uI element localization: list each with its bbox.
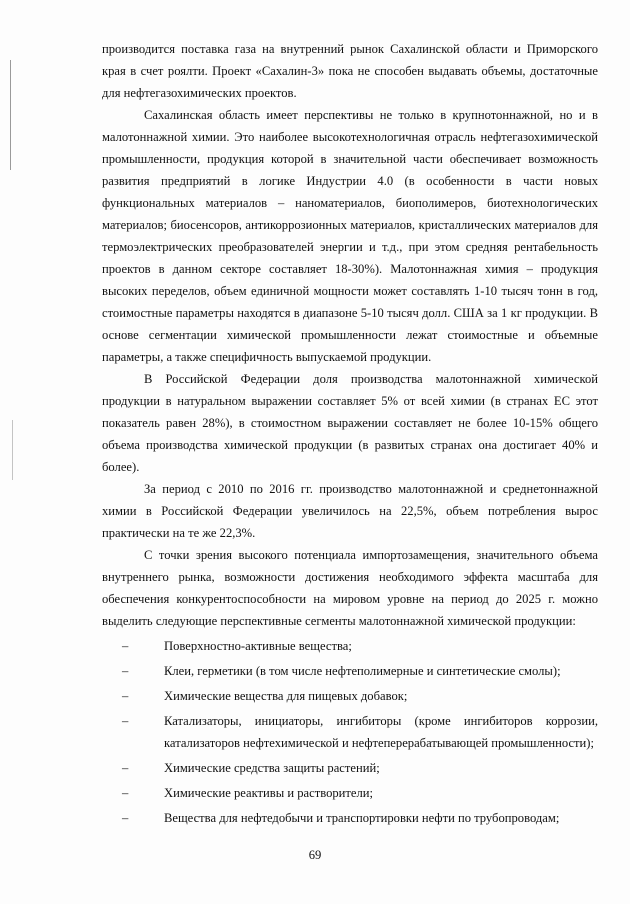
list-item — [122, 807, 598, 829]
list-item-text: Катализаторы, инициаторы, ингибиторы (кроме ингибиторов коррозии, катализаторов нефтехимической и нефтеперерабатывающей промышленности); — [164, 714, 598, 750]
list-item-text: Вещества для нефтедобычи и транспортировки нефти по трубопроводам; — [164, 811, 560, 825]
paragraph-russia-share: В Российской Федерации доля производства малотоннажной химической продукции в натуральном выражении составляет 5% от всей химии (в странах ЕС этот показатель равен 28%), в стоимостном выражении составляет не более 10-15% общего объема производства химической продукции (в развитых странах она достигает 40% и более). — [102, 372, 598, 474]
list-item-text: Химические средства защиты растений; — [164, 761, 380, 775]
list-item — [122, 710, 598, 754]
list-item-text: Поверхностно-активные вещества; — [164, 639, 352, 653]
scan-edge-mark — [12, 420, 13, 480]
paragraph-continuation: производится поставка газа на внутренний рынок Сахалинской области и Приморского края в счет роялти. Проект «Сахалин-3» пока не способен выдавать объемы, достаточные для нефтегазохимических проектов. — [102, 42, 598, 100]
list-item — [122, 660, 598, 682]
list-item — [122, 782, 598, 804]
list-dash: – — [122, 811, 129, 825]
scan-edge-mark — [10, 60, 11, 170]
list-dash: – — [122, 639, 129, 653]
list-item — [122, 635, 598, 657]
list-dash: – — [122, 761, 129, 775]
list-dash: – — [122, 689, 129, 703]
list-dash: – — [122, 664, 129, 678]
list-dash: – — [122, 786, 129, 800]
page-number: 69 — [308, 848, 322, 862]
paragraph-segments-intro: С точки зрения высокого потенциала импортозамещения, значительного объема внутреннего рынка, возможности достижения необходимого эффекта масштаба для обеспечения конкурентоспособности на мировом уровне на период до 2025 г. можно выделить следующие перспективные сегменты малотоннажной химической продукции: — [102, 548, 598, 628]
list-item-text: Клеи, герметики (в том числе нефтеполимерные и синтетические смолы); — [164, 664, 561, 678]
list-item-text: Химические вещества для пищевых добавок; — [164, 689, 408, 703]
segments-list — [102, 635, 598, 829]
list-item-text: Химические реактивы и растворители; — [164, 786, 374, 800]
list-item — [122, 757, 598, 779]
paragraph-sakhalin-prospects: Сахалинская область имеет перспективы не только в крупнотоннажной, но и в малотоннажной химии. Это наиболее высокотехнологичная отрасль нефтегазохимической промышленности, продукция которой в значительной части обеспечивает возможность развития предприятий в логике Индустрии 4.0 (в особенности в части новых функциональных материалов – наноматериалов, биополимеров, биотехнологических материалов; биосенсоров, антикоррозионных материалов, кристаллических материалов для термоэлектрических преобразователей энергии и т.д., при этом средняя рентабельность проектов в данном секторе составляет 18-30%). Малотоннажная химия – продукция высоких переделов, объем единичной мощности может составлять 1-10 тысяч тонн в год, стоимостные параметры находятся в диапазоне 5-10 тысяч долл. США за 1 кг продукции. В основе сегментации химической промышленности лежат стоимостные и объемные параметры, а также специфичность выпускаемой продукции. — [102, 108, 598, 364]
list-item — [122, 685, 598, 707]
body-text — [102, 38, 598, 829]
paragraph-growth-2010-2016: За период с 2010 по 2016 гг. производство малотоннажной и среднетоннажной химии в Российской Федерации увеличилось на 22,5%, объем потребления вырос практически на те же 22,3%. — [102, 482, 598, 540]
list-dash: – — [122, 714, 129, 728]
